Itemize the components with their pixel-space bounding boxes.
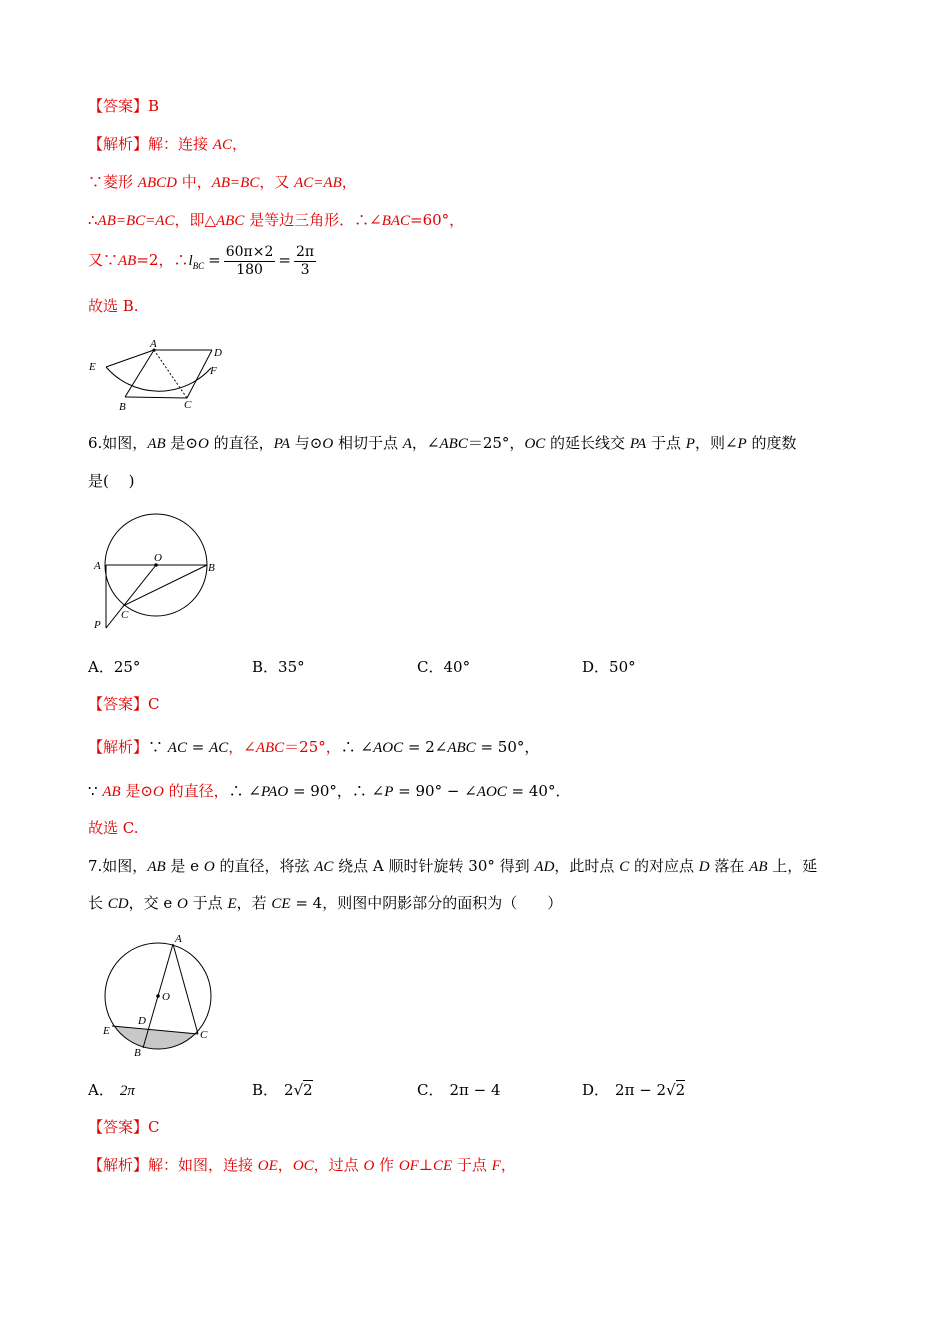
q7-option-a [88, 1080, 135, 1101]
shaded-region [111, 1026, 198, 1060]
var: ABC [447, 740, 476, 756]
text: ，∠ [228, 738, 256, 756]
q6-answer-line [88, 694, 160, 714]
var: AB=BC [211, 175, 260, 191]
text: 的度数 [746, 434, 797, 452]
var: CD [107, 896, 129, 912]
text: 绕点 A 顺时针旋转 30° 得到 [333, 857, 535, 875]
text: 于点 [646, 434, 686, 452]
q7-option-c [417, 1080, 501, 1100]
text: 的直径， [163, 782, 229, 800]
q7-answer-line [88, 1117, 160, 1137]
label-C: C [121, 609, 129, 621]
answer-value: B [148, 97, 160, 115]
var: OF [398, 1158, 419, 1174]
var: PAO [260, 784, 289, 800]
label-A: A [94, 560, 101, 572]
q6-option-d: D．50° [582, 658, 636, 676]
text: ∴ ∠ [351, 782, 385, 800]
fraction-2 [294, 244, 316, 279]
text: ，即△ [174, 211, 216, 229]
text: 的直径， [208, 434, 274, 452]
text: ，∠ [411, 434, 440, 452]
text: 是等边三角形．∴∠ [244, 211, 382, 229]
numerator: 60π×2 [225, 243, 274, 260]
text: 的对应点 [629, 857, 699, 875]
label-D: D [138, 1015, 146, 1027]
q5-analysis-line-4 [88, 240, 319, 286]
text: ，此时点 [554, 857, 620, 875]
text: ∴ ∠ [340, 738, 374, 756]
var: AB [118, 253, 137, 269]
text: 6.如图， [88, 434, 148, 452]
segment-PO [106, 565, 156, 628]
text: 的直径，将弦 [214, 857, 315, 875]
q7-option-d [582, 1080, 685, 1100]
label-B: B [208, 562, 215, 574]
var: PA [629, 436, 647, 452]
q5-answer-line [88, 96, 159, 116]
option-label: D． [582, 1081, 610, 1099]
var: O [152, 784, 164, 800]
text: 上，延 [767, 857, 818, 875]
text: ∵ [88, 782, 103, 800]
text: = 50°， [475, 738, 540, 756]
segment-AB [125, 350, 154, 397]
arc-label: AC [209, 740, 229, 756]
label-P: P [94, 619, 101, 631]
var: PA [273, 436, 291, 452]
text: 解：如图，连接 [148, 1156, 258, 1174]
q6-analysis-line-1 [88, 737, 539, 758]
label-E: E [89, 361, 96, 373]
var: P [737, 436, 747, 452]
text: ∵ [148, 738, 168, 756]
option-value: 2π − 4 [449, 1081, 501, 1099]
var: AOC [476, 784, 507, 800]
text: ，则∠ [694, 434, 738, 452]
q5-analysis-line-3 [88, 210, 464, 231]
var: AB [749, 859, 768, 875]
var: OC [292, 1158, 314, 1174]
label-B: B [119, 401, 126, 413]
var: AC [314, 859, 334, 875]
label-F: F [210, 365, 217, 377]
option-label: B． [252, 1081, 279, 1099]
equals: = [278, 251, 291, 269]
arc-subscript: BC [192, 261, 205, 271]
var: AB=BC=AC [97, 213, 175, 229]
arc-label: AC [167, 740, 187, 756]
text: 是⊙ [165, 434, 198, 452]
radicand: 2 [675, 1081, 686, 1099]
var: AD [534, 859, 555, 875]
answer-tag: 【答案】 [88, 97, 149, 115]
var: O [322, 436, 334, 452]
var: CE [432, 1158, 453, 1174]
var: P [685, 436, 695, 452]
var: BAC [381, 213, 411, 229]
text: ， [341, 173, 357, 191]
analysis-tag: 【解析】 [88, 135, 149, 153]
q6-figure [88, 510, 228, 635]
segment-EA [106, 350, 154, 367]
answer-value: C [148, 695, 160, 713]
text: ⊥ [418, 1156, 433, 1174]
q5-analysis-line-2 [88, 172, 357, 193]
text: 于点 [187, 894, 228, 912]
text: ， [231, 135, 247, 153]
q7-stem-line-2 [88, 893, 562, 914]
option-expression: 2π − 2 [615, 1081, 667, 1099]
text: 相切于点 [333, 434, 403, 452]
option-coefficient: 2 [284, 1081, 294, 1099]
q6-analysis-line-2 [88, 781, 570, 802]
var: ABC [439, 436, 468, 452]
q5-analysis-line-1 [88, 134, 247, 155]
text: = 90°， [288, 782, 352, 800]
text: 于点 [452, 1156, 492, 1174]
var: F [491, 1158, 501, 1174]
q7-option-b [252, 1080, 313, 1100]
text: 的延长线交 [545, 434, 630, 452]
text: = [186, 738, 210, 756]
text: 是 e [165, 857, 204, 875]
text: ，又 [259, 173, 295, 191]
q6-conclusion: 故选 C. [88, 819, 139, 837]
segment-BC [125, 397, 187, 398]
text: 中， [176, 173, 212, 191]
text: ， [277, 1156, 293, 1174]
text: 又∵ [88, 251, 119, 269]
denominator: 3 [300, 261, 310, 278]
q5-figure [86, 336, 226, 416]
label-E: E [103, 1025, 110, 1037]
var: E [227, 896, 237, 912]
arc-length-symbol: l [188, 253, 193, 269]
text: ∴ ∠ [228, 782, 261, 800]
var: OE [257, 1158, 278, 1174]
text: 解：连接 [148, 135, 213, 153]
text: ，交 e [128, 894, 178, 912]
text: ，过点 [313, 1156, 364, 1174]
sqrt-icon: √ [293, 1081, 304, 1099]
text: =60°， [410, 211, 465, 229]
text: 作 [374, 1156, 399, 1174]
text: = 40°． [506, 782, 571, 800]
analysis-tag: 【解析】 [88, 738, 149, 756]
arc-AC-2 [209, 740, 228, 756]
q6-stem-line-2: 是( ) [88, 472, 135, 490]
var: CE [271, 896, 291, 912]
var: AOC [373, 740, 404, 756]
var: AB [147, 859, 166, 875]
text: ， [500, 1156, 516, 1174]
text: = 2∠ [403, 738, 448, 756]
q7-stem-line-1 [88, 856, 817, 877]
var: AC [212, 137, 232, 153]
text: ＝25°， [284, 738, 341, 756]
var: AB [102, 784, 121, 800]
radicand: 2 [303, 1081, 313, 1099]
text: = 90° − ∠ [393, 782, 477, 800]
label-A: A [150, 338, 157, 350]
label-A: A [175, 933, 182, 945]
sqrt-icon: √ [666, 1081, 676, 1099]
text: 落在 [709, 857, 750, 875]
analysis-tag: 【解析】 [88, 1156, 149, 1174]
denominator: 180 [236, 261, 263, 278]
var: AC=AB [294, 175, 342, 191]
var: A [402, 436, 412, 452]
fraction-1 [224, 244, 276, 279]
option-value: 2π [119, 1083, 135, 1099]
text: 是⊙ [120, 782, 153, 800]
q6-option-b: B．35° [252, 658, 305, 676]
q7-analysis-line-1 [88, 1155, 516, 1176]
text: =2，∴ [136, 251, 189, 269]
answer-tag: 【答案】 [88, 1118, 149, 1136]
arc [106, 367, 211, 391]
equals: = [208, 251, 221, 269]
text: ∴ [88, 211, 98, 229]
option-label: A． [88, 1081, 114, 1099]
label-O: O [162, 991, 170, 1003]
text: 与⊙ [290, 434, 323, 452]
var: O [203, 859, 215, 875]
var: C [619, 859, 630, 875]
answer-value: C [148, 1118, 160, 1136]
var: D [698, 859, 710, 875]
answer-tag: 【答案】 [88, 695, 149, 713]
var: AB [147, 436, 166, 452]
var: O [177, 896, 188, 912]
q6-option-a: A．25° [88, 658, 141, 676]
var: P [384, 784, 394, 800]
text: ∵菱形 [88, 173, 138, 191]
text: 7.如图， [88, 857, 148, 875]
label-O: O [154, 552, 162, 564]
label-D: D [214, 347, 222, 359]
var: O [197, 436, 209, 452]
text: ，若 [236, 894, 272, 912]
var: ABCD [137, 175, 177, 191]
label-C: C [200, 1029, 208, 1041]
text: = 4，则图中阴影部分的面积为（ ） [290, 894, 563, 912]
q6-option-c: C．40° [417, 658, 471, 676]
segment-CB [123, 565, 207, 606]
text: ＝25°， [467, 434, 525, 452]
label-C: C [184, 399, 192, 411]
point-O [156, 994, 160, 998]
var: ABC [216, 213, 245, 229]
q7-figure [98, 930, 228, 1060]
numerator: 2π [295, 243, 315, 260]
var: ABC [255, 740, 285, 756]
label-B: B [134, 1047, 141, 1059]
text: 长 [88, 894, 108, 912]
option-label: C． [417, 1081, 444, 1099]
q5-conclusion: 故选 B. [88, 297, 139, 315]
var: O [363, 1158, 375, 1174]
arc-AC-1 [168, 740, 187, 756]
q6-stem-line-1 [88, 433, 796, 454]
segment-DC [187, 350, 212, 398]
var: OC [524, 436, 546, 452]
